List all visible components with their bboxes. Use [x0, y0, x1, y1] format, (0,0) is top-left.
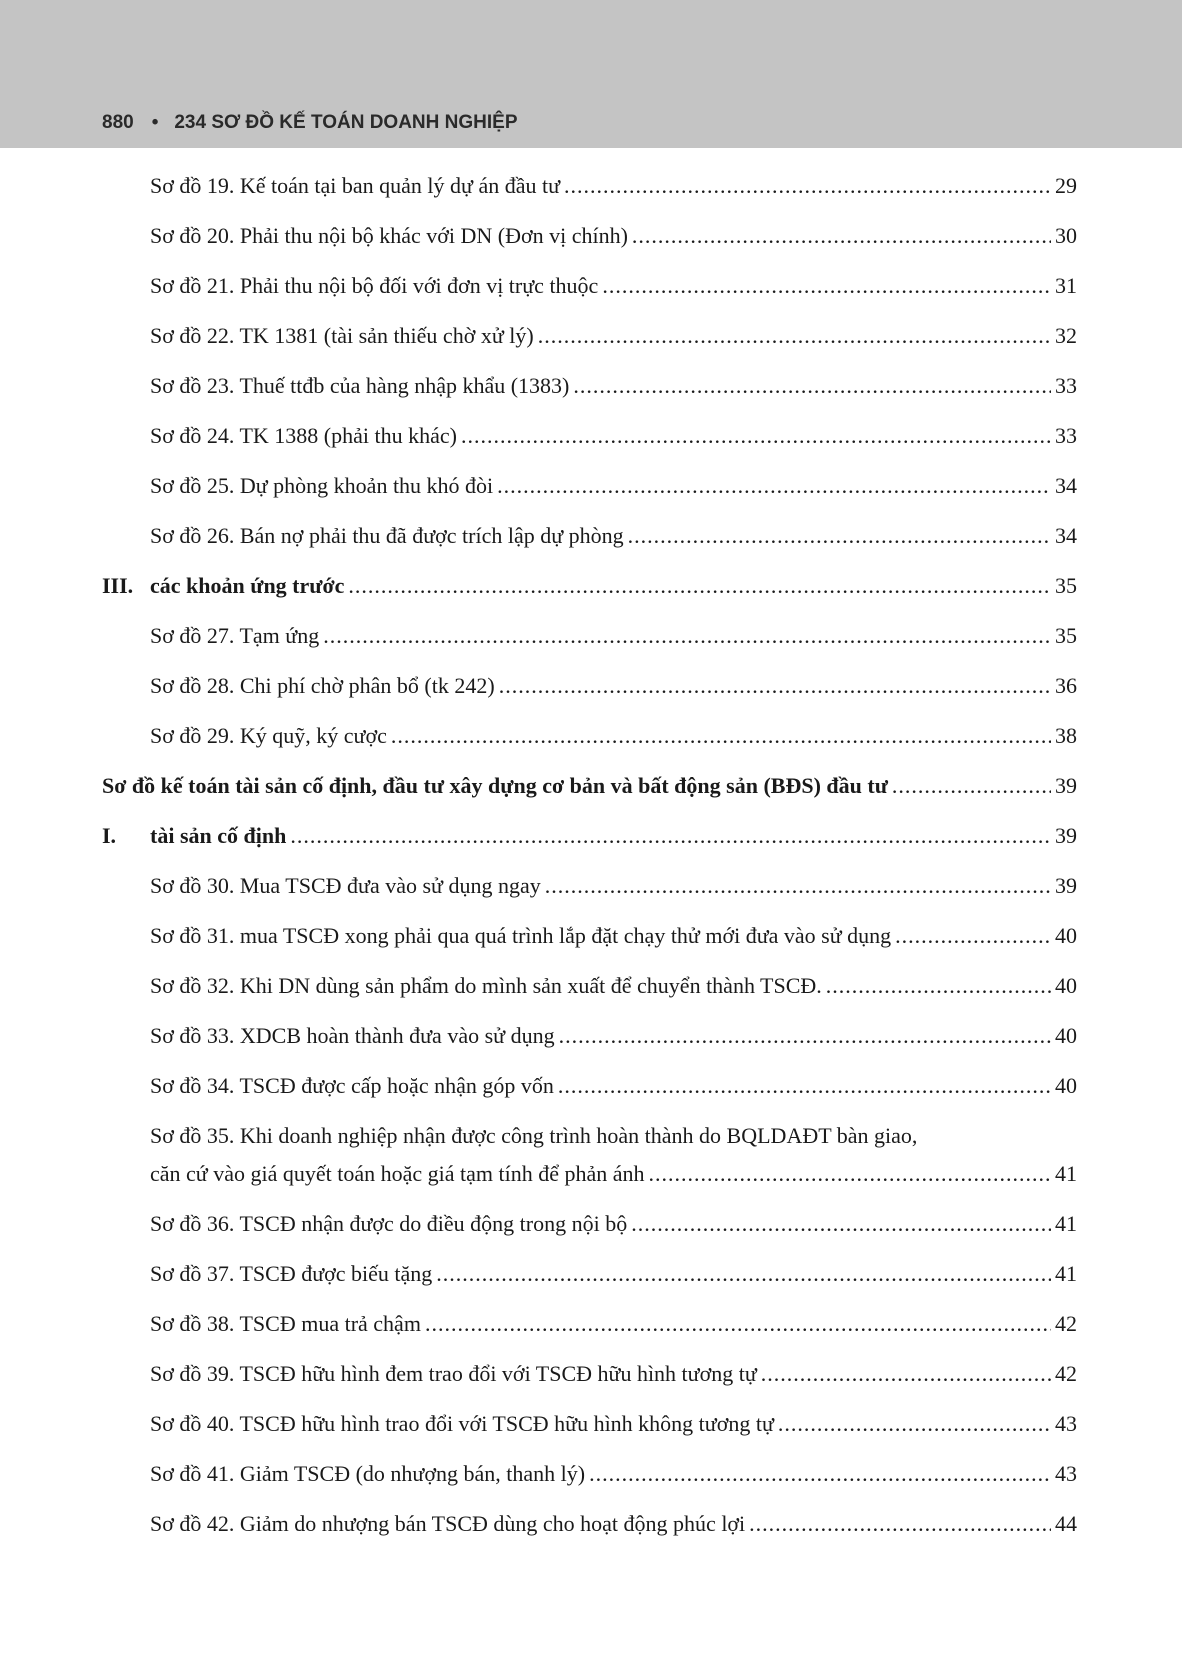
- toc-entry-page: 40: [1055, 923, 1077, 948]
- toc-entry-page: 41: [1055, 1161, 1077, 1186]
- toc-chapter[interactable]: [0, 766, 1182, 816]
- dot-leader: [545, 866, 1051, 906]
- toc-entry[interactable]: [0, 416, 1182, 466]
- toc-entry-page: 34: [1055, 523, 1077, 548]
- dot-leader: [631, 1204, 1051, 1244]
- toc-entry-page: 41: [1055, 1261, 1077, 1286]
- toc-entry-page: 44: [1055, 1511, 1077, 1536]
- toc-entry-title: Sơ đồ 22. TK 1381 (tài sản thiếu chờ xử lý): [150, 323, 534, 348]
- toc-entry[interactable]: [0, 616, 1182, 666]
- toc-entry-title: Sơ đồ 39. TSCĐ hữu hình đem trao đổi với TSCĐ hữu hình tương tự: [150, 1361, 757, 1386]
- dot-leader: [778, 1404, 1051, 1444]
- toc-entry-page: 41: [1055, 1211, 1077, 1236]
- toc-entry-title: Sơ đồ 23. Thuế ttđb của hàng nhập khẩu (1383): [150, 373, 570, 398]
- dot-leader: [602, 266, 1051, 306]
- dot-leader: [632, 216, 1051, 256]
- toc-entry-title: Sơ đồ 26. Bán nợ phải thu đã được trích lập dự phòng: [150, 523, 624, 548]
- toc-entry[interactable]: [0, 866, 1182, 916]
- toc-entry[interactable]: [0, 1454, 1182, 1504]
- dot-leader: [499, 666, 1051, 706]
- toc-entry[interactable]: [0, 666, 1182, 716]
- toc-entry[interactable]: [0, 1254, 1182, 1304]
- dot-leader: [649, 1154, 1051, 1194]
- toc-entry[interactable]: [0, 466, 1182, 516]
- toc-entry[interactable]: [0, 266, 1182, 316]
- toc-entry-title: Sơ đồ 20. Phải thu nội bộ khác với DN (Đơn vị chính): [150, 223, 628, 248]
- toc-entry[interactable]: [0, 166, 1182, 216]
- dot-leader: [589, 1454, 1051, 1494]
- toc-section[interactable]: [0, 816, 1182, 866]
- toc-entry-title: Sơ đồ 30. Mua TSCĐ đưa vào sử dụng ngay: [150, 873, 541, 898]
- toc-entry-page: 39: [1055, 873, 1077, 898]
- toc-entry[interactable]: [0, 1016, 1182, 1066]
- toc-chapter-title: Sơ đồ kế toán tài sản cố định, đầu tư xây dựng cơ bản và bất động sản (BĐS) đầu tư: [102, 773, 888, 798]
- toc-entry[interactable]: [0, 716, 1182, 766]
- toc-entry[interactable]: [0, 1354, 1182, 1404]
- toc-entry[interactable]: [0, 916, 1182, 966]
- toc-entry[interactable]: [0, 216, 1182, 266]
- toc-entry-page: 40: [1055, 1023, 1077, 1048]
- toc-entry-page: 43: [1055, 1411, 1077, 1436]
- section-numeral: III.: [102, 573, 134, 598]
- dot-leader: [436, 1254, 1051, 1294]
- section-numeral: I.: [102, 823, 117, 848]
- toc-entry-page: 31: [1055, 273, 1077, 298]
- dot-leader: [558, 1066, 1051, 1106]
- toc-entry-title: Sơ đồ 27. Tạm ứng: [150, 623, 320, 648]
- toc-entry-page: 40: [1055, 1073, 1077, 1098]
- book-title: 234 SƠ ĐỒ KẾ TOÁN DOANH NGHIỆP: [174, 112, 518, 133]
- table-of-contents: [0, 166, 1182, 1554]
- dot-leader: [761, 1354, 1051, 1394]
- toc-entry-title: Sơ đồ 41. Giảm TSCĐ (do nhượng bán, thanh lý): [150, 1461, 586, 1486]
- dot-leader: [826, 966, 1051, 1006]
- toc-section-title: tài sản cố định: [150, 823, 287, 848]
- header-separator: •: [151, 112, 159, 133]
- toc-entry-page: 33: [1055, 373, 1077, 398]
- toc-entry-title: Sơ đồ 34. TSCĐ được cấp hoặc nhận góp vốn: [150, 1073, 554, 1098]
- toc-entry-page: 36: [1055, 673, 1077, 698]
- toc-entry[interactable]: [0, 516, 1182, 566]
- toc-entry-title: Sơ đồ 25. Dự phòng khoản thu khó đòi: [150, 473, 494, 498]
- toc-section-title: các khoản ứng trước: [150, 573, 345, 598]
- toc-entry-page: 39: [1055, 773, 1077, 798]
- dot-leader: [461, 416, 1051, 456]
- header-text: [102, 112, 518, 134]
- dot-leader: [564, 166, 1051, 206]
- dot-leader: [538, 316, 1051, 356]
- toc-entry-title: Sơ đồ 33. XDCB hoàn thành đưa vào sử dụng: [150, 1023, 555, 1048]
- dot-leader: [497, 466, 1051, 506]
- toc-entry-title: Sơ đồ 37. TSCĐ được biếu tặng: [150, 1261, 433, 1286]
- toc-entry[interactable]: [0, 316, 1182, 366]
- dot-leader: [628, 516, 1051, 556]
- toc-entry[interactable]: [0, 966, 1182, 1016]
- dot-leader: [895, 916, 1051, 956]
- dot-leader: [749, 1504, 1051, 1544]
- toc-entry-title: Sơ đồ 31. mua TSCĐ xong phải qua quá trình lắp đặt chạy thử mới đưa vào sử dụng: [150, 923, 892, 948]
- toc-entry-title: Sơ đồ 35. Khi doanh nghiệp nhận được công trình hoàn thành do BQLDAĐT bàn giao,: [150, 1123, 918, 1148]
- toc-entry[interactable]: [0, 1404, 1182, 1454]
- toc-entry[interactable]: [0, 1066, 1182, 1116]
- toc-entry-page: 42: [1055, 1361, 1077, 1386]
- toc-entry-page: 30: [1055, 223, 1077, 248]
- toc-entry-title: Sơ đồ 19. Kế toán tại ban quản lý dự án đầu tư: [150, 173, 561, 198]
- toc-entry-title: Sơ đồ 36. TSCĐ nhận được do điều động trong nội bộ: [150, 1211, 628, 1236]
- toc-entry-page: 34: [1055, 473, 1077, 498]
- toc-entry-page: 29: [1055, 173, 1077, 198]
- dot-leader: [559, 1016, 1051, 1056]
- dot-leader: [425, 1304, 1051, 1344]
- toc-entry[interactable]: [0, 1204, 1182, 1254]
- toc-entry-title: Sơ đồ 32. Khi DN dùng sản phẩm do mình sản xuất để chuyển thành TSCĐ.: [150, 973, 822, 998]
- toc-entry-title: Sơ đồ 38. TSCĐ mua trả chậm: [150, 1311, 421, 1336]
- dot-leader: [348, 566, 1051, 606]
- toc-entry-title-continued: căn cứ vào giá quyết toán hoặc giá tạm tính để phản ánh: [150, 1161, 645, 1186]
- dot-leader: [892, 766, 1051, 806]
- toc-entry-page: 35: [1055, 623, 1077, 648]
- toc-section[interactable]: [0, 566, 1182, 616]
- dot-leader: [290, 816, 1051, 856]
- toc-entry[interactable]: [0, 1116, 1182, 1204]
- toc-entry-page: 40: [1055, 973, 1077, 998]
- toc-entry[interactable]: [0, 1504, 1182, 1554]
- toc-entry-page: 39: [1055, 823, 1077, 848]
- toc-entry-page: 42: [1055, 1311, 1077, 1336]
- toc-entry-page: 32: [1055, 323, 1077, 348]
- toc-entry-page: 33: [1055, 423, 1077, 448]
- toc-entry-title: Sơ đồ 42. Giảm do nhượng bán TSCĐ dùng cho hoạt động phúc lợi: [150, 1511, 746, 1536]
- dot-leader: [391, 716, 1051, 756]
- toc-entry[interactable]: [0, 366, 1182, 416]
- page-number: 880: [102, 112, 134, 133]
- toc-entry-title: Sơ đồ 24. TK 1388 (phải thu khác): [150, 423, 457, 448]
- toc-entry-title: Sơ đồ 29. Ký quỹ, ký cược: [150, 723, 387, 748]
- dot-leader: [573, 366, 1051, 406]
- toc-entry[interactable]: [0, 1304, 1182, 1354]
- toc-entry-title: Sơ đồ 28. Chi phí chờ phân bổ (tk 242): [150, 673, 495, 698]
- dot-leader: [323, 616, 1051, 656]
- running-header: [0, 0, 1182, 148]
- toc-entry-page: 35: [1055, 573, 1077, 598]
- toc-entry-page: 38: [1055, 723, 1077, 748]
- toc-entry-title: Sơ đồ 40. TSCĐ hữu hình trao đổi với TSCĐ hữu hình không tương tự: [150, 1411, 774, 1436]
- toc-entry-page: 43: [1055, 1461, 1077, 1486]
- toc-entry-title: Sơ đồ 21. Phải thu nội bộ đối với đơn vị trực thuộc: [150, 273, 599, 298]
